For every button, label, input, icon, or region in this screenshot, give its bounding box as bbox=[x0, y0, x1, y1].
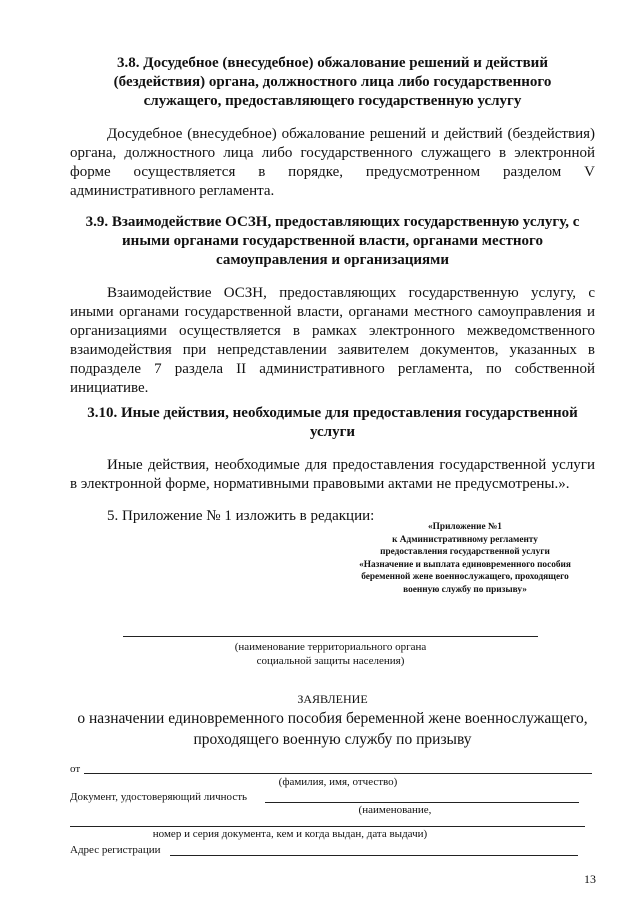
paragraph-3-8: Досудебное (внесудебное) обжалование решений и действий (бездействия) органа, должностного лица либо государственного служащего в электронной форме осуществляется в порядке, предусмотренном разделом V административного регламента. bbox=[70, 126, 595, 199]
organ-caption-line: (наименование территориального органа bbox=[234, 641, 427, 653]
page-number: 13 bbox=[584, 872, 596, 886]
doc-details-caption: номер и серия документа, кем и когда выдан, дата выдачи) bbox=[152, 828, 428, 840]
heading-3-9 bbox=[70, 213, 595, 270]
statement-title: ЗАЯВЛЕНИЕ bbox=[297, 692, 368, 706]
appendix-header-line: беременной жене военнослужащего, проходящего bbox=[361, 572, 569, 582]
organ-caption bbox=[123, 640, 538, 668]
address-line[interactable] bbox=[170, 855, 578, 856]
heading-3-9-line: самоуправления и организациями bbox=[215, 252, 450, 268]
paragraph-3-9: Взаимодействие ОСЗН, предоставляющих государственную услугу, с иными органами государственной власти, органами местного самоуправления и организациями осуществляется в рамках электронного межведомственного взаимодействия при непредставлении заявителем документов, указанных в подразделе 7 раздела II административного регламента, по собственной инициативе. bbox=[70, 285, 595, 396]
appendix-header-line: «Приложение №1 bbox=[428, 522, 502, 532]
heading-3-8 bbox=[70, 54, 595, 111]
paragraph-3-10: Иные действия, необходимые для предоставления государственной услуги в электронной форме, нормативными правовыми актами не предусмотрены.». bbox=[70, 457, 595, 492]
document-label: Документ, удостоверяющий личность bbox=[70, 791, 248, 803]
from-label: от bbox=[70, 763, 81, 775]
statement-subtitle bbox=[60, 708, 605, 750]
address-label: Адрес регистрации bbox=[70, 844, 161, 856]
heading-3-8-line: служащего, предоставляющего государственную услугу bbox=[143, 93, 522, 109]
appendix-header-line: к Административному регламенту bbox=[392, 534, 538, 545]
fio-caption: (фамилия, имя, отчество) bbox=[278, 776, 398, 788]
organ-caption-line: социальной защиты населения) bbox=[256, 655, 405, 667]
organ-name-line[interactable] bbox=[123, 636, 538, 637]
heading-3-10-line: услуги bbox=[309, 424, 356, 440]
item-5: 5. Приложение № 1 изложить в редакции: bbox=[107, 508, 375, 524]
heading-3-10-line: 3.10. Иные действия, необходимые для предоставления государственной bbox=[87, 405, 578, 421]
appendix-header-line: военную службу по призыву» bbox=[403, 584, 527, 595]
fio-line[interactable] bbox=[84, 773, 592, 774]
heading-3-9-line: иными органами государственной власти, органами местного bbox=[122, 233, 543, 249]
heading-3-9-line: 3.9. Взаимодействие ОСЗН, предоставляющих государственную услугу, с bbox=[85, 214, 580, 230]
appendix-header-line: предоставления государственной услуги bbox=[380, 547, 550, 557]
heading-3-8-line: 3.8. Досудебное (внесудебное) обжалование решений и действий bbox=[117, 55, 548, 71]
appendix-header-line: «Назначение и выплата единовременного пособия bbox=[359, 559, 571, 570]
appendix-header bbox=[330, 521, 600, 596]
naming-caption: (наименование, bbox=[358, 804, 432, 816]
statement-subtitle-line: о назначении единовременного пособия беременной жене военнослужащего, bbox=[77, 710, 588, 727]
heading-3-8-line: (бездействия) органа, должностного лица либо государственного bbox=[113, 74, 552, 90]
heading-3-10 bbox=[70, 404, 595, 442]
statement-subtitle-line: проходящего военную службу по призыву bbox=[193, 731, 472, 748]
